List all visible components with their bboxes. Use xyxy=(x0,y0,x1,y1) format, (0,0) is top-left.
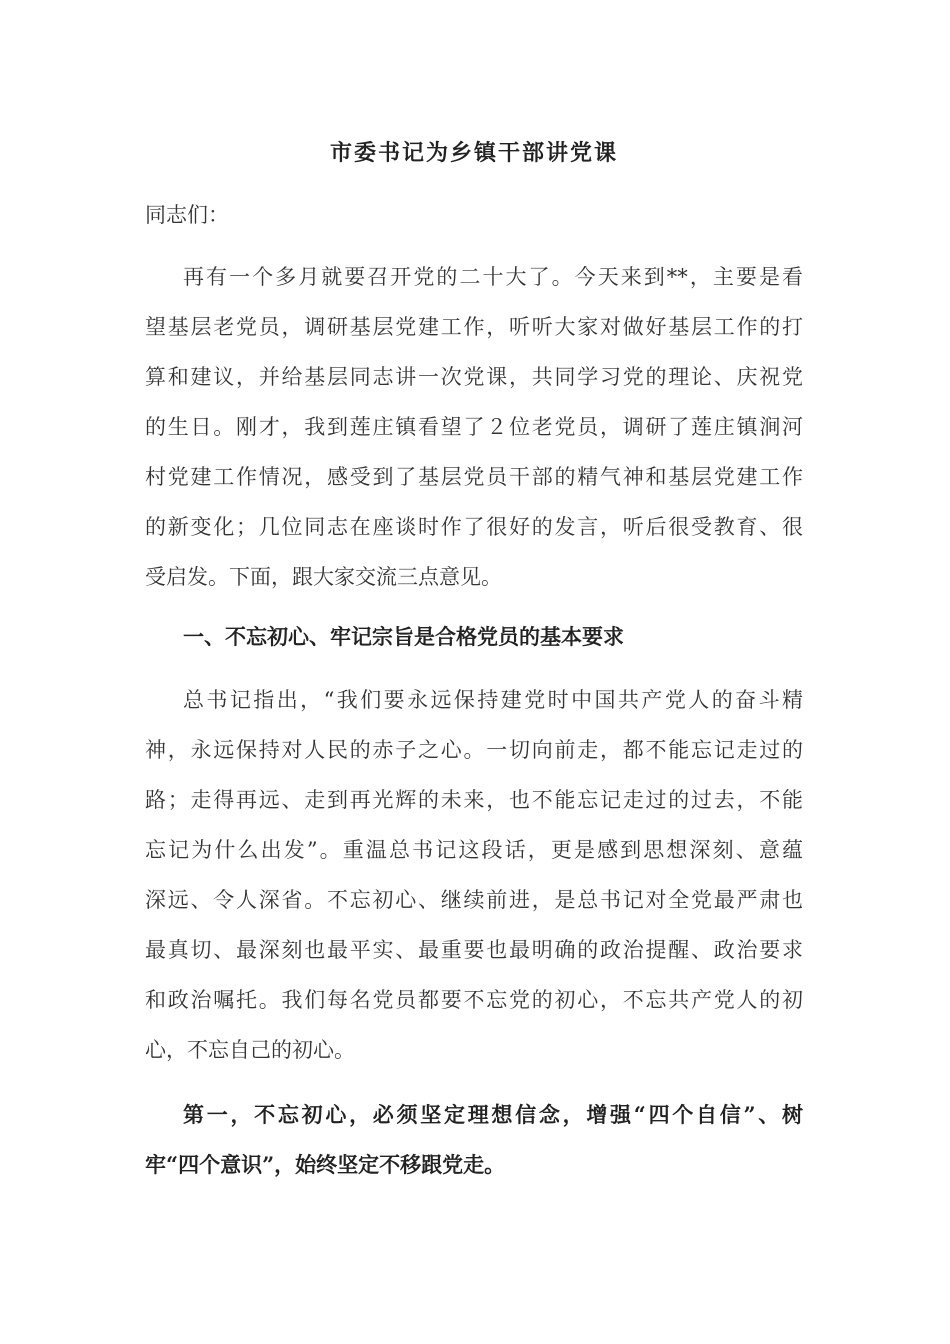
paragraph-line: 路；走得再远、走到再光辉的未来，也不能忘记走过的过去，不能 xyxy=(145,788,803,812)
paragraph-line: 村党建工作情况，感受到了基层党员干部的精气神和基层党建工作 xyxy=(145,465,803,489)
paragraph-line: 深远、令人深省。不忘初心、继续前进，是总书记对全党最严肃也 xyxy=(145,888,803,912)
bold-paragraph xyxy=(145,1090,803,1190)
paragraph-line: 心，不忘自己的初心。 xyxy=(145,1038,355,1062)
paragraph-line: 的新变化；几位同志在座谈时作了很好的发言，听后很受教育、很 xyxy=(145,515,803,539)
document-title: 市委书记为乡镇干部讲党课 xyxy=(329,140,618,166)
paragraph-line: 神，永远保持对人民的赤子之心。一切向前走，都不能忘记走过的 xyxy=(145,738,803,762)
paragraph-line: 算和建议，并给基层同志讲一次党课，共同学习党的理论、庆祝党 xyxy=(145,365,803,389)
paragraph-line: 受启发。下面，跟大家交流三点意见。 xyxy=(145,565,502,589)
paragraph-line: 再有一个多月就要召开党的二十大了。今天来到**，主要是看 xyxy=(183,265,803,289)
paragraph-line: 望基层老党员，调研基层党建工作，听听大家对做好基层工作的打 xyxy=(145,315,803,339)
paragraph-line: 总书记指出，“我们要永远保持建党时中国共产党人的奋斗精 xyxy=(183,688,803,712)
paragraph-line: 牢“四个意识”，始终坚定不移跟党走。 xyxy=(145,1152,506,1177)
paragraph-line: 最真切、最深刻也最平实、最重要也最明确的政治提醒、政治要求 xyxy=(145,938,803,962)
section-heading: 一、不忘初心、牢记宗旨是合格党员的基本要求 xyxy=(183,624,624,649)
greeting: 同志们： xyxy=(145,203,229,227)
paragraph xyxy=(145,675,803,1075)
paragraph-line: 的生日。刚才，我到莲庄镇看望了２位老党员，调研了莲庄镇涧河 xyxy=(145,415,803,439)
document-page xyxy=(145,128,803,1190)
paragraph xyxy=(145,252,803,602)
paragraph-line: 忘记为什么出发”。重温总书记这段话，更是感到思想深刻、意蕴 xyxy=(145,838,803,862)
paragraph-line: 和政治嘱托。我们每名党员都要不忘党的初心，不忘共产党人的初 xyxy=(145,988,803,1012)
paragraph-line: 第一，不忘初心，必须坚定理想信念，增强“四个自信”、树 xyxy=(183,1102,803,1127)
